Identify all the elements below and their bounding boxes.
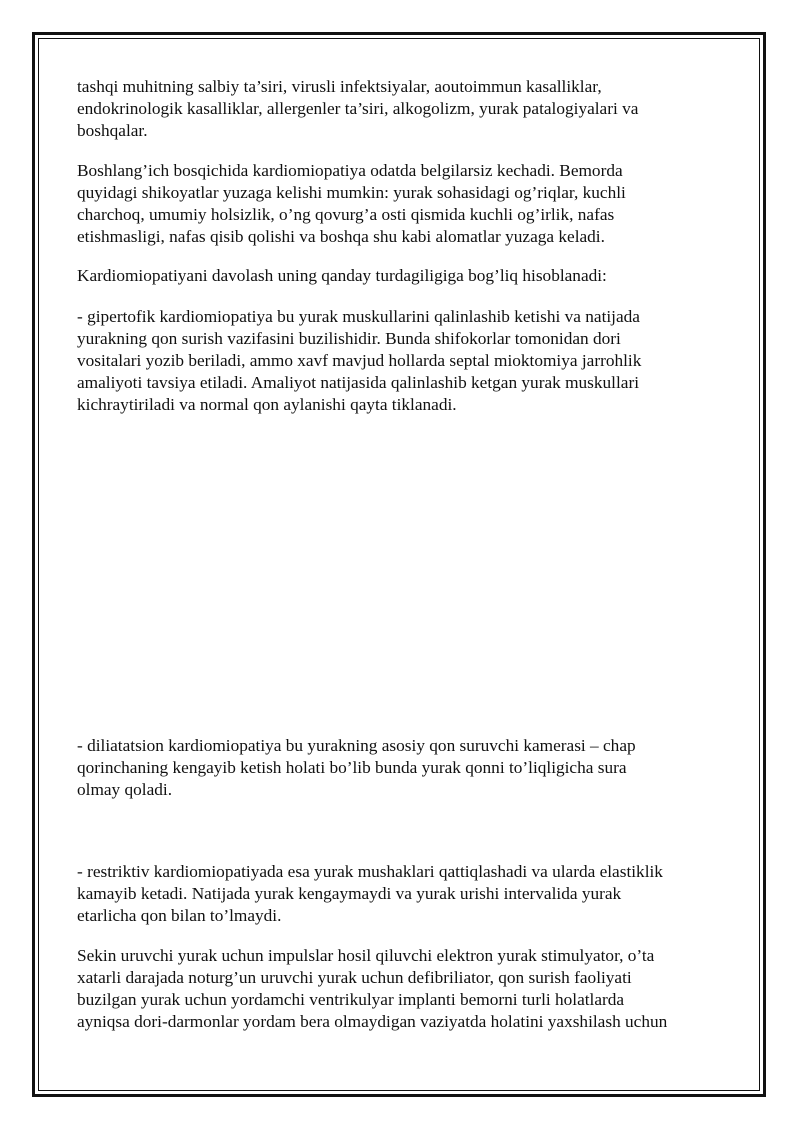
text-line: vositalari yozib beriladi, ammo xavf mavjud hollarda septal mioktomiya jarrohlik (77, 351, 642, 370)
text-line: Boshlang’ich bosqichida kardiomiopatiya odatda belgilarsiz kechadi. Bemorda (77, 161, 623, 180)
text-line: charchoq, umumiy holsizlik, o’ng qovurg’a osti qismida kuchli og’irlik, nafas (77, 205, 615, 224)
text-line: qorinchaning kengayib ketish holati bo’lib bunda yurak qonni to’liqligicha sura (77, 758, 627, 777)
text-line: buzilgan yurak uchun yordamchi ventrikulyar implanti bemorni turli holatlarda (77, 990, 625, 1009)
text-line: etarlicha qon bilan to’lmaydi. (77, 906, 282, 925)
text-line: quyidagi shikoyatlar yuzaga kelishi mumkin: yurak sohasidagi og’riqlar, kuchli (77, 183, 626, 202)
paragraph-treatment-intro (77, 265, 737, 287)
text-line: - gipertofik kardiomiopatiya bu yurak muskullarini qalinlashib ketishi va natijada (77, 307, 640, 326)
paragraph-restrictive (77, 861, 737, 927)
text-line: endokrinologik kasalliklar, allergenler ta’siri, alkogolizm, yurak patalogiyalari va (77, 99, 639, 118)
text-line: boshqalar. (77, 121, 148, 140)
text-line: kichraytiriladi va normal qon aylanishi qayta tiklanadi. (77, 395, 457, 414)
text-line: ayniqsa dori-darmonlar yordam bera olmaydigan vaziyatda holatini yaxshilash uchun (77, 1012, 668, 1031)
text-line: tashqi muhitning salbiy ta’siri, virusli infektsiyalar, aoutoimmun kasalliklar, (77, 77, 602, 96)
text-line: - restriktiv kardiomiopatiyada esa yurak mushaklari qattiqlashadi va ularda elastiklik (77, 862, 663, 881)
text-line: yurakning qon surish vazifasini buzilishidir. Bunda shifokorlar tomonidan dori (77, 329, 621, 348)
paragraph-causes (77, 76, 737, 142)
paragraph-symptoms (77, 160, 737, 248)
text-line: kamayib ketadi. Natijada yurak kengaymaydi va yurak urishi intervalida yurak (77, 884, 622, 903)
text-line: xatarli darajada noturg’un uruvchi yurak uchun defibriliator, qon surish faoliyati (77, 968, 632, 987)
text-line: amaliyoti tavsiya etiladi. Amaliyot natijasida qalinlashib ketgan yurak muskullari (77, 373, 639, 392)
paragraph-hypertrophic (77, 306, 737, 416)
paragraph-devices (77, 945, 737, 1033)
text-line: Kardiomiopatiyani davolash uning qanday turdagiligiga bog’liq hisoblanadi: (77, 266, 607, 285)
text-line: etishmasligi, nafas qisib qolishi va boshqa shu kabi alomatlar yuzaga keladi. (77, 227, 605, 246)
paragraph-dilated (77, 735, 737, 801)
text-line: - diliatatsion kardiomiopatiya bu yurakning asosiy qon suruvchi kamerasi – chap (77, 736, 636, 755)
text-line: olmay qoladi. (77, 780, 173, 799)
text-line: Sekin uruvchi yurak uchun impulslar hosil qiluvchi elektron yurak stimulyator, o’ta (77, 946, 655, 965)
